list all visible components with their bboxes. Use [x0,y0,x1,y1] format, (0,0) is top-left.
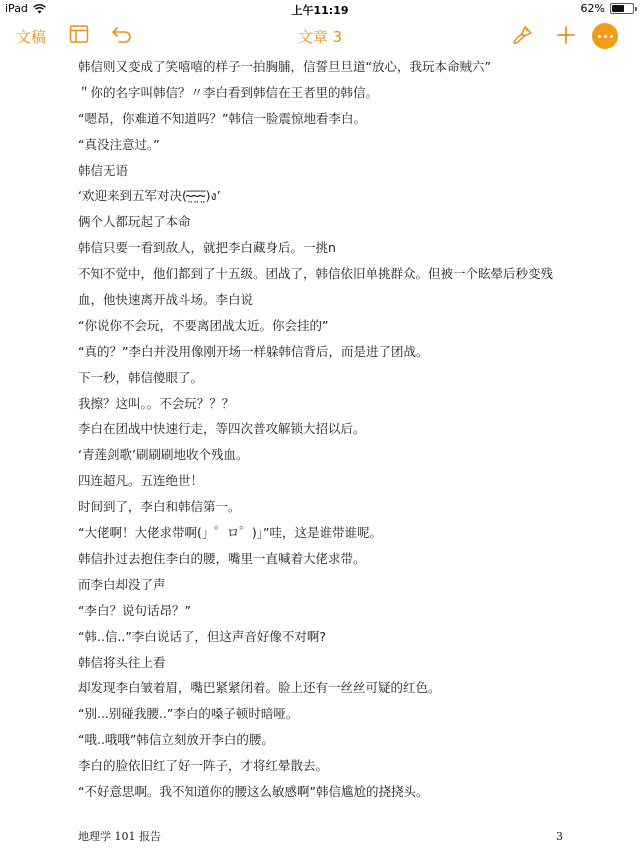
undo-icon[interactable] [111,24,133,44]
document-body[interactable] [78,54,568,805]
toolbar [0,18,640,54]
paragraph[interactable]: 我擦？这叫。。不会玩？？？ [78,395,235,411]
footer-title: 地理学 101 报告 [78,830,161,843]
paragraph[interactable]: 却发现李白皱着眉，嘴巴紧紧闭着。脸上还有一丝丝可疑的红色。 [78,680,441,696]
device-label: iPad [5,2,28,15]
paragraph[interactable]: “李白？说句话昂？” [78,602,191,618]
paragraph[interactable]: 李白在团战中快速行走，等四次普攻解锁大招以后。 [78,421,366,437]
paragraph[interactable]: “韩..信..”李白说话了，但这声音好像不对啊? [78,628,326,644]
paragraph[interactable]: 俩个人都玩起了本命 [78,214,191,230]
paragraph[interactable]: “你说你不会玩，不要离团战太近。你会挂的” [78,317,329,333]
battery-percent: 62% [580,2,605,15]
paragraph[interactable]: 韩信扑过去抱住李白的腰，嘴里一直喊着大佬求带。 [78,550,366,566]
paragraph[interactable]: 时间到了，李白和韩信第一。 [78,499,241,515]
documents-back-button[interactable]: 文稿 [16,28,47,46]
plus-icon[interactable] [556,24,576,46]
paragraph[interactable]: 下一秒，韩信傻眼了。 [78,369,204,385]
paragraph[interactable]: “真的？”李白并没用像刚开场一样躲韩信背后，而是进了团战。 [78,343,429,359]
paragraph[interactable]: ‘青莲剑歌’刷刷刷地收个残血。 [78,447,249,463]
paragraph[interactable]: “大佬啊！大佬求带啊(」゜ロ゜)」”哇，这是谁带谁呢。 [78,525,382,541]
paragraph[interactable]: “别...别碰我腰..”李白的嗓子顿时暗哑。 [78,706,299,722]
paragraph[interactable]: 四连超凡。五连绝世！ [78,473,204,489]
status-right [581,2,634,15]
paragraph[interactable]: 而李白却没了声 [78,576,166,592]
paragraph[interactable]: ‘欢迎来到五军对决(‾̴̴̤‾̴̴̤‾̴̴̤)ง’ [78,188,221,204]
paragraph[interactable]: “嗯昂，你难道不知道吗？”韩信一脸震惊地看李白。 [78,110,366,126]
more-icon[interactable] [592,23,618,49]
paragraph[interactable]: “不好意思啊。我不知道你的腰这么敏感啊”韩信尴尬的挠挠头。 [78,783,429,799]
battery-icon [610,3,634,14]
layout-icon[interactable] [69,24,89,44]
document-title-container [0,26,640,47]
document-title[interactable]: 文章 3 [297,28,343,46]
paragraph[interactable]: 李白的脸依旧红了好一阵子，才将红晕散去。 [78,758,329,774]
paragraph[interactable]: 韩信将头往上看 [78,654,166,670]
paragraph[interactable]: ＂你的名字叫韩信？〃李白看到韩信在王者里的韩信。 [78,84,379,100]
paragraph[interactable]: 不知不觉中，他们都到了十五级。团战了，韩信依旧单挑群众。但被一个眩晕后秒变残血，他快速离开战斗场。李白说 [78,266,554,308]
status-bar [0,0,640,18]
paragraph[interactable]: 韩信则又变成了笑嘻嘻的样子一拍胸脯，信誓旦旦道“放心，我玩本命贼六” [78,59,491,74]
paragraph[interactable]: “哦..哦哦”韩信立刻放开李白的腰。 [78,732,274,748]
paintbrush-icon[interactable] [512,24,534,46]
paragraph[interactable]: 韩信无语 [78,162,129,178]
status-time: 上午11:19 [291,4,349,17]
paragraph[interactable]: “真没注意过。” [78,136,160,152]
paragraph[interactable]: 韩信只要一看到敌人，就把李白藏身后。一挑n [78,240,336,256]
battery-fill [612,5,624,12]
page-number: 3 [556,830,563,843]
